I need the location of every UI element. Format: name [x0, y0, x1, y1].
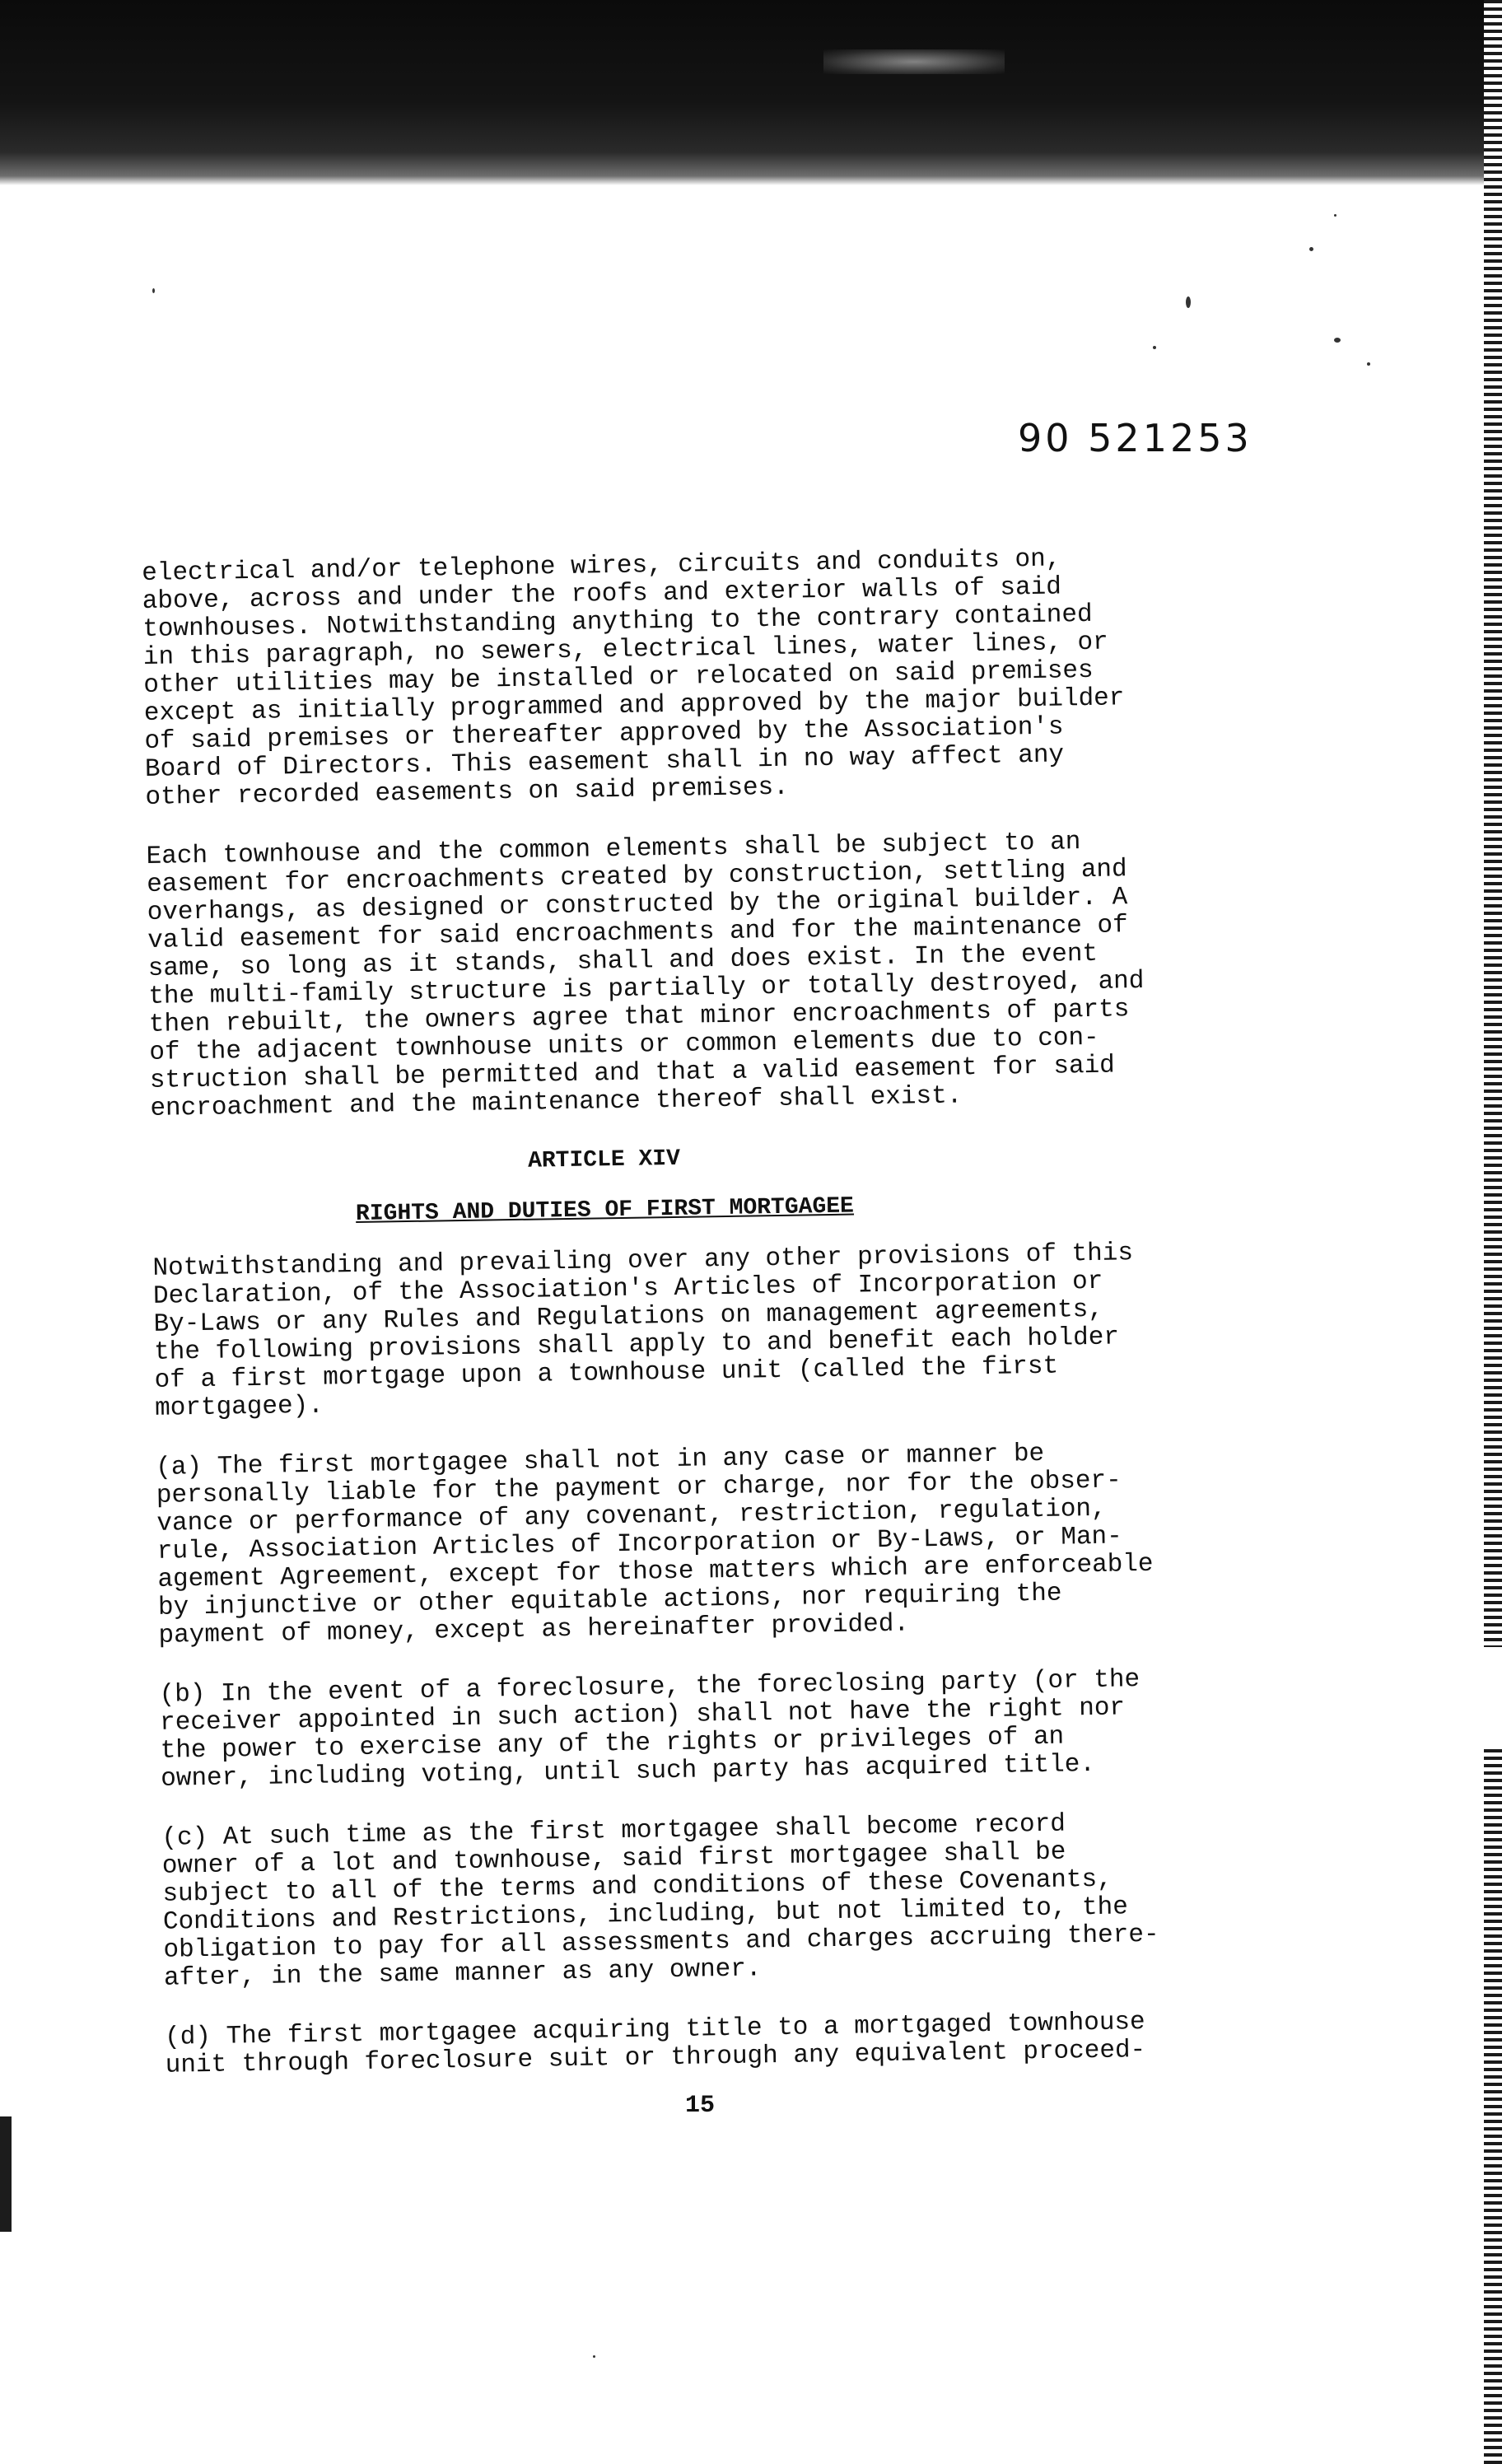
scan-artifact: [823, 49, 1005, 74]
scan-speck: [1334, 214, 1336, 217]
scan-speck: [1367, 362, 1370, 366]
paragraph-encroachments: Each townhouse and the common elements shall be subject to an easement for encroachments created by construction, settling and overhangs, as designed or constructed by the original builder. A valid easement for said encroachments and for the maintenance of same, so long as it stands, shall and does exist. In the event the multi-family structure is partially or totally destroyed, and then rebuilt, the owners agree that minor encroachments of parts of the adjacent townhouse units or common elements due to con- struction shall be permitted and that a valid easement for said encroachment and the maintenance thereof shall exist.: [146, 828, 1145, 1123]
paragraph-item-c: (c) At such time as the first mortgagee shall become record owner of a lot and townhouse, said first mortgagee shall be subject to all of the terms and conditions of these Covenants, Conditions and Restrictions, including, but not limited to, the obligation to pay for all assessments and charges accruing there- after, in the same manner as any owner.: [161, 1809, 1159, 1993]
scan-speck: [1334, 338, 1341, 343]
scan-speck: [1153, 346, 1156, 349]
scan-speck: [1309, 247, 1313, 251]
paragraph-item-b: (b) In the event of a foreclosure, the foreclosing party (or the receiver appointed in such action) shall not have the right nor the power to exercise any of the rights or privileges of an owner, including voting, until such party has acquired title.: [159, 1665, 1140, 1794]
article-subtitle: RIGHTS AND DUTIES OF FIRST MORTGAGEE: [355, 1193, 855, 1228]
paragraph-easement-utilities: electrical and/or telephone wires, circuits and conduits on, above, across and under the roofs and exterior walls of said townhouses. Notwithstanding anything to the contrary contained in this paragraph, no sewers, electrical lines, water lines, or other utilities may be installed or relocated on said premises except as initially programmed and approved by the major builder of said premises or thereafter approved by the Association's Board of Directors. This easement shall in no way affect any other recorded easements on said premises.: [141, 544, 1125, 812]
paragraph-item-d: (d) The first mortgagee acquiring title to a mortgaged townhouse unit through foreclosure suit or through any equivalent proceed-: [164, 2008, 1146, 2080]
scan-top-band: [0, 0, 1502, 185]
paragraph-item-a: (a) The first mortgagee shall not in any case or manner be personally liable for the payment or charge, nor for the obser- vance or performance of any covenant, restriction, regulation, rule, Association Articles of Incorporation or By-Laws, or Man- agement Agreement, except for those matters which are enforceable by injunctive or other equitable actions, nor requiring the payment of money, except as hereinafter provided.: [156, 1439, 1154, 1650]
page-number: 15: [685, 2092, 716, 2120]
scan-edge-strip: [1484, 0, 1502, 2464]
scan-left-mark: [0, 2116, 12, 2232]
article-title: ARTICLE XIV: [527, 1146, 681, 1174]
scan-speck: [593, 2355, 595, 2358]
scan-edge-gap: [1484, 1647, 1502, 1746]
scan-speck: [1186, 296, 1191, 308]
paragraph-intro: Notwithstanding and prevailing over any other provisions of this Declaration, of the Association's Articles of Incorporation or By-Laws or any Rules and Regulations on management agreements, the following provisions shall apply to and benefit each holder of a first mortgage upon a townhouse unit (called the first mortgagee).: [152, 1239, 1134, 1423]
document-number: 90 521253: [1018, 416, 1252, 460]
scan-speck: [152, 288, 155, 293]
document-body: [142, 541, 1351, 2111]
